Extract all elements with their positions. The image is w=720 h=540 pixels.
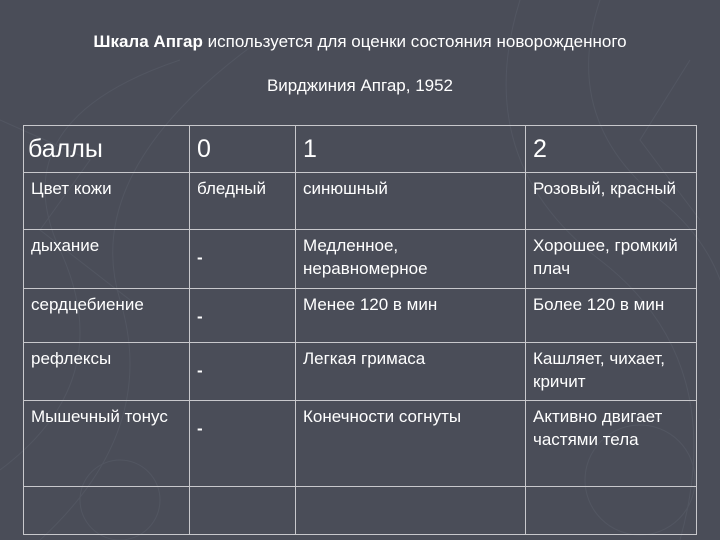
cell-score-1: Легкая гримаса (296, 343, 526, 401)
empty-cell (24, 487, 190, 535)
table-row (24, 343, 697, 401)
row-label-breathing: дыхание (24, 230, 190, 289)
cell-score-2: Хорошее, громкий плач (526, 230, 697, 289)
header-cell-score-1: 1 (296, 126, 526, 173)
table-header-row (24, 126, 697, 173)
empty-cell (296, 487, 526, 535)
row-label-heartbeat: сердцебиение (24, 289, 190, 343)
author-line: Вирджиния Апгар, 1952 (266, 76, 454, 95)
header-cell-score-2: 2 (526, 126, 697, 173)
empty-cell (190, 487, 296, 535)
cell-score-0 (190, 401, 296, 487)
cell-score-0 (190, 289, 296, 343)
cell-score-1: Конечности согнуты (296, 401, 526, 487)
page-title (0, 32, 720, 52)
title-bold: Шкала Апгар (93, 32, 203, 51)
dash-value: - (197, 361, 203, 380)
empty-cell (526, 487, 697, 535)
cell-score-0: бледный (190, 173, 296, 230)
dash-value: - (197, 419, 203, 438)
row-label-skin-color: Цвет кожи (24, 173, 190, 230)
title-rest: используется для оценки состояния новорожденного (202, 32, 627, 51)
apgar-table (23, 125, 697, 535)
cell-score-1: синюшный (296, 173, 526, 230)
header-cell-criteria: баллы (24, 126, 190, 173)
cell-score-0 (190, 343, 296, 401)
row-label-muscle-tone: Мышечный тонус (24, 401, 190, 487)
table-row-empty (24, 487, 697, 535)
cell-score-0 (190, 230, 296, 289)
cell-score-2: Более 120 в мин (526, 289, 697, 343)
cell-score-2: Активно двигает частями тела (526, 401, 697, 487)
dash-value: - (197, 248, 203, 267)
table-row (24, 173, 697, 230)
table-row (24, 401, 697, 487)
cell-score-2: Розовый, красный (526, 173, 697, 230)
row-label-reflexes: рефлексы (24, 343, 190, 401)
dash-value: - (197, 307, 203, 326)
cell-score-2: Кашляет, чихает, кричит (526, 343, 697, 401)
cell-score-1: Медленное, неравномерное (296, 230, 526, 289)
table-row (24, 289, 697, 343)
cell-score-1: Менее 120 в мин (296, 289, 526, 343)
table-row (24, 230, 697, 289)
header-cell-score-0: 0 (190, 126, 296, 173)
